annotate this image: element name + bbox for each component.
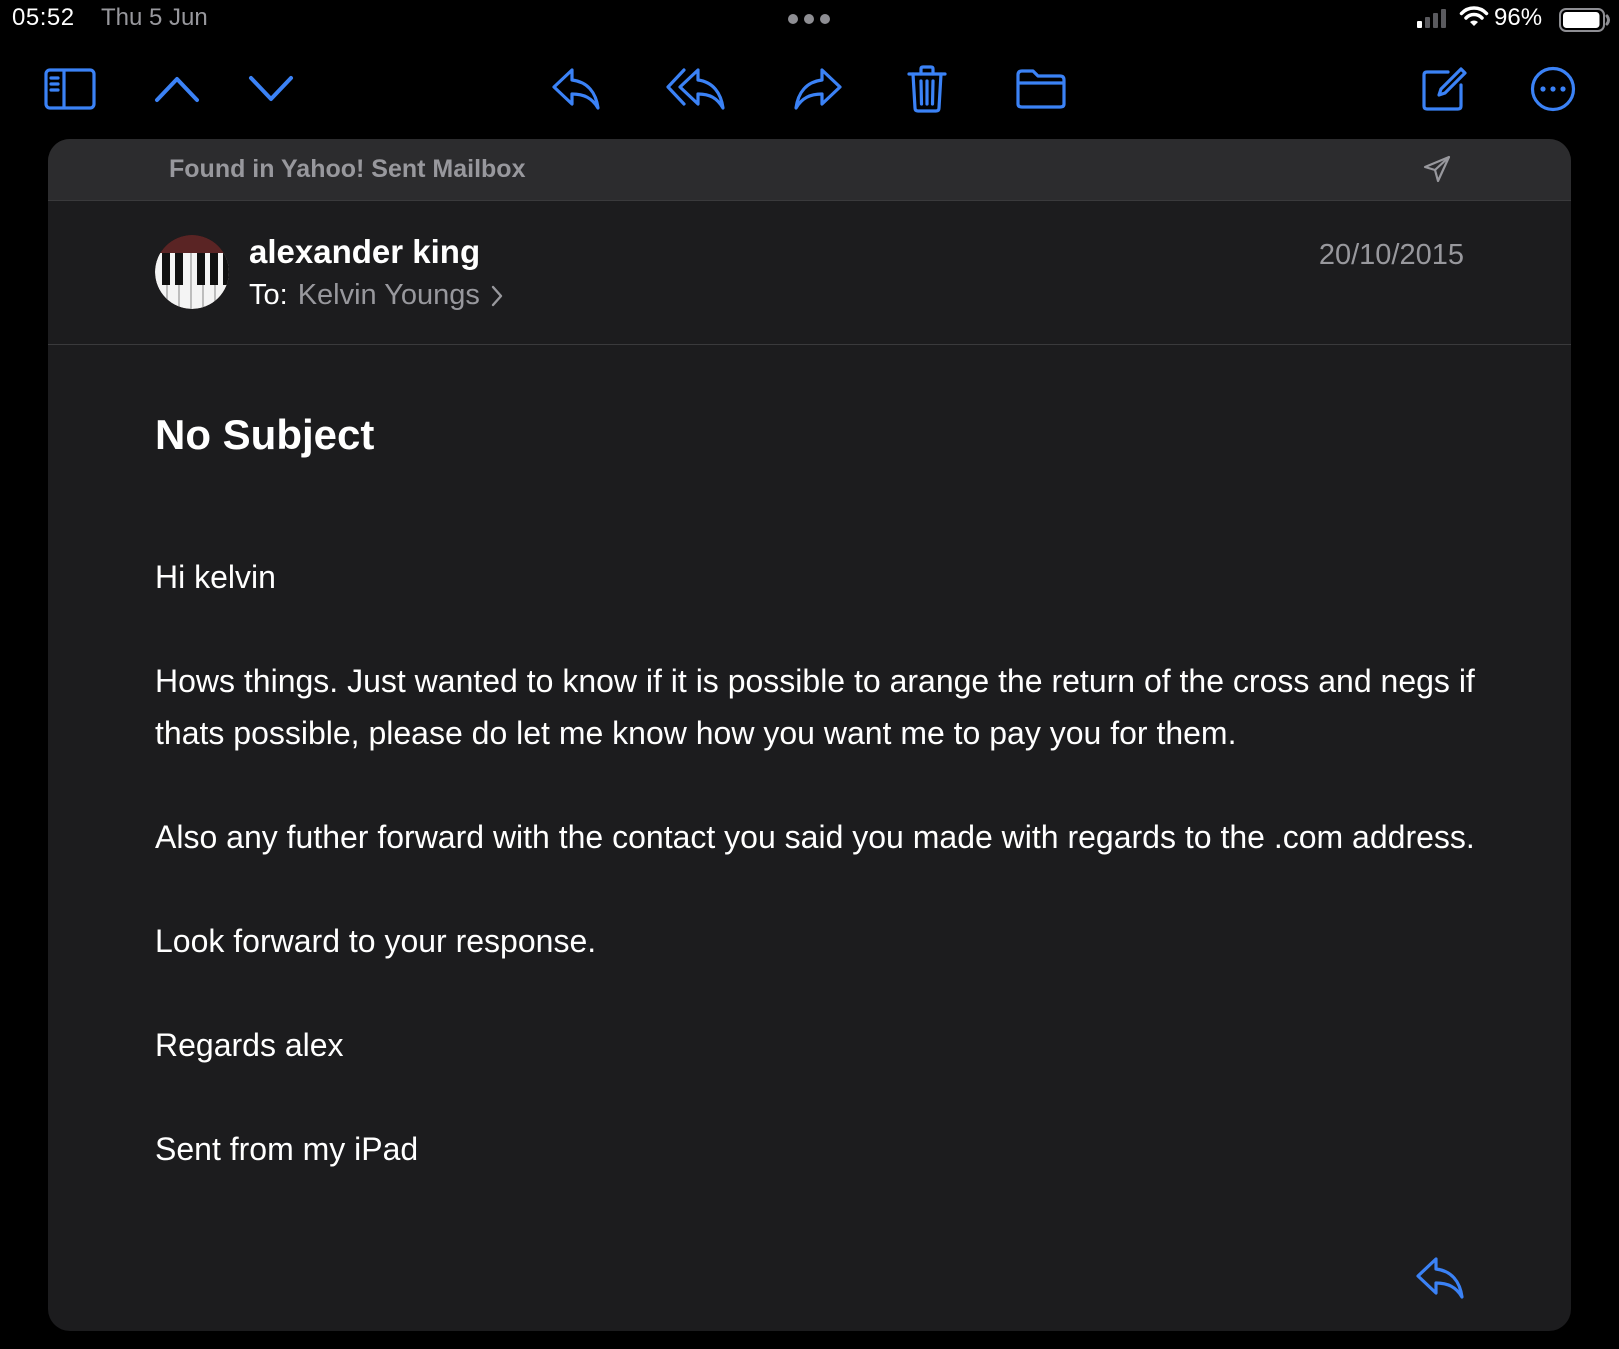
- body-paragraph: Regards alex: [155, 1027, 344, 1063]
- chevron-down-icon: [248, 75, 294, 103]
- to-label: To:: [249, 279, 288, 311]
- toolbar: [0, 58, 1619, 120]
- reply-all-button[interactable]: [666, 58, 726, 120]
- status-bar: [0, 0, 1619, 40]
- chevron-right-icon: [490, 284, 504, 308]
- forward-button[interactable]: [791, 58, 845, 120]
- message-body: [155, 551, 1485, 1175]
- trash-icon: [907, 65, 947, 113]
- body-paragraph: Hi kelvin: [155, 559, 276, 595]
- mailbox-banner-text: Found in Yahoo! Sent Mailbox: [169, 155, 526, 183]
- battery-percent: 96%: [1494, 4, 1543, 31]
- body-paragraph: Sent from my iPad: [155, 1131, 419, 1167]
- forward-icon: [793, 67, 843, 111]
- more-actions-button[interactable]: [1529, 58, 1577, 120]
- body-paragraph: Hows things. Just wanted to know if it is possible to arange the return of the cross and negs if thats possible, please do let me know how you want me to pay you for them.: [155, 663, 1475, 751]
- avatar[interactable]: [155, 235, 229, 309]
- move-to-folder-button[interactable]: [1014, 58, 1068, 120]
- body-paragraph: Also any futher forward with the contact you said you made with regards to the .com address.: [155, 819, 1475, 855]
- message-subject: No Subject: [155, 411, 375, 458]
- sender-name[interactable]: alexander king: [249, 233, 481, 270]
- sidebar-icon: [44, 68, 96, 110]
- recipient-name[interactable]: Kelvin Youngs: [297, 279, 480, 311]
- trash-button[interactable]: [905, 58, 949, 120]
- sidebar-toggle-button[interactable]: [42, 58, 98, 120]
- body-paragraph: Look forward to your response.: [155, 923, 597, 959]
- message-card: [48, 139, 1571, 1331]
- message-header: [48, 201, 1571, 345]
- reply-all-icon: [666, 67, 726, 111]
- mailbox-banner[interactable]: [48, 139, 1571, 201]
- cellular-signal-icon: [1417, 8, 1449, 33]
- chevron-up-icon: [154, 75, 200, 103]
- next-message-button[interactable]: [246, 58, 296, 120]
- reply-icon: [551, 67, 601, 111]
- folder-icon: [1015, 68, 1067, 110]
- compose-button[interactable]: [1420, 58, 1468, 120]
- wifi-icon: [1459, 6, 1489, 33]
- paper-plane-icon: [1423, 155, 1451, 188]
- battery-icon: [1559, 8, 1611, 37]
- reply-button[interactable]: [549, 58, 603, 120]
- compose-icon: [1421, 66, 1467, 112]
- message-date: 20/10/2015: [1318, 239, 1464, 271]
- piano-keys-avatar: [155, 235, 229, 309]
- recipient-row[interactable]: [249, 279, 504, 312]
- ellipsis-circle-icon: [1530, 66, 1576, 112]
- quick-reply-button[interactable]: [1410, 1248, 1470, 1308]
- reply-icon: [1415, 1256, 1465, 1300]
- previous-message-button[interactable]: [152, 58, 202, 120]
- multitasking-dots-icon[interactable]: [788, 14, 830, 24]
- status-date: Thu 5 Jun: [101, 4, 208, 31]
- status-time: 05:52: [12, 4, 75, 31]
